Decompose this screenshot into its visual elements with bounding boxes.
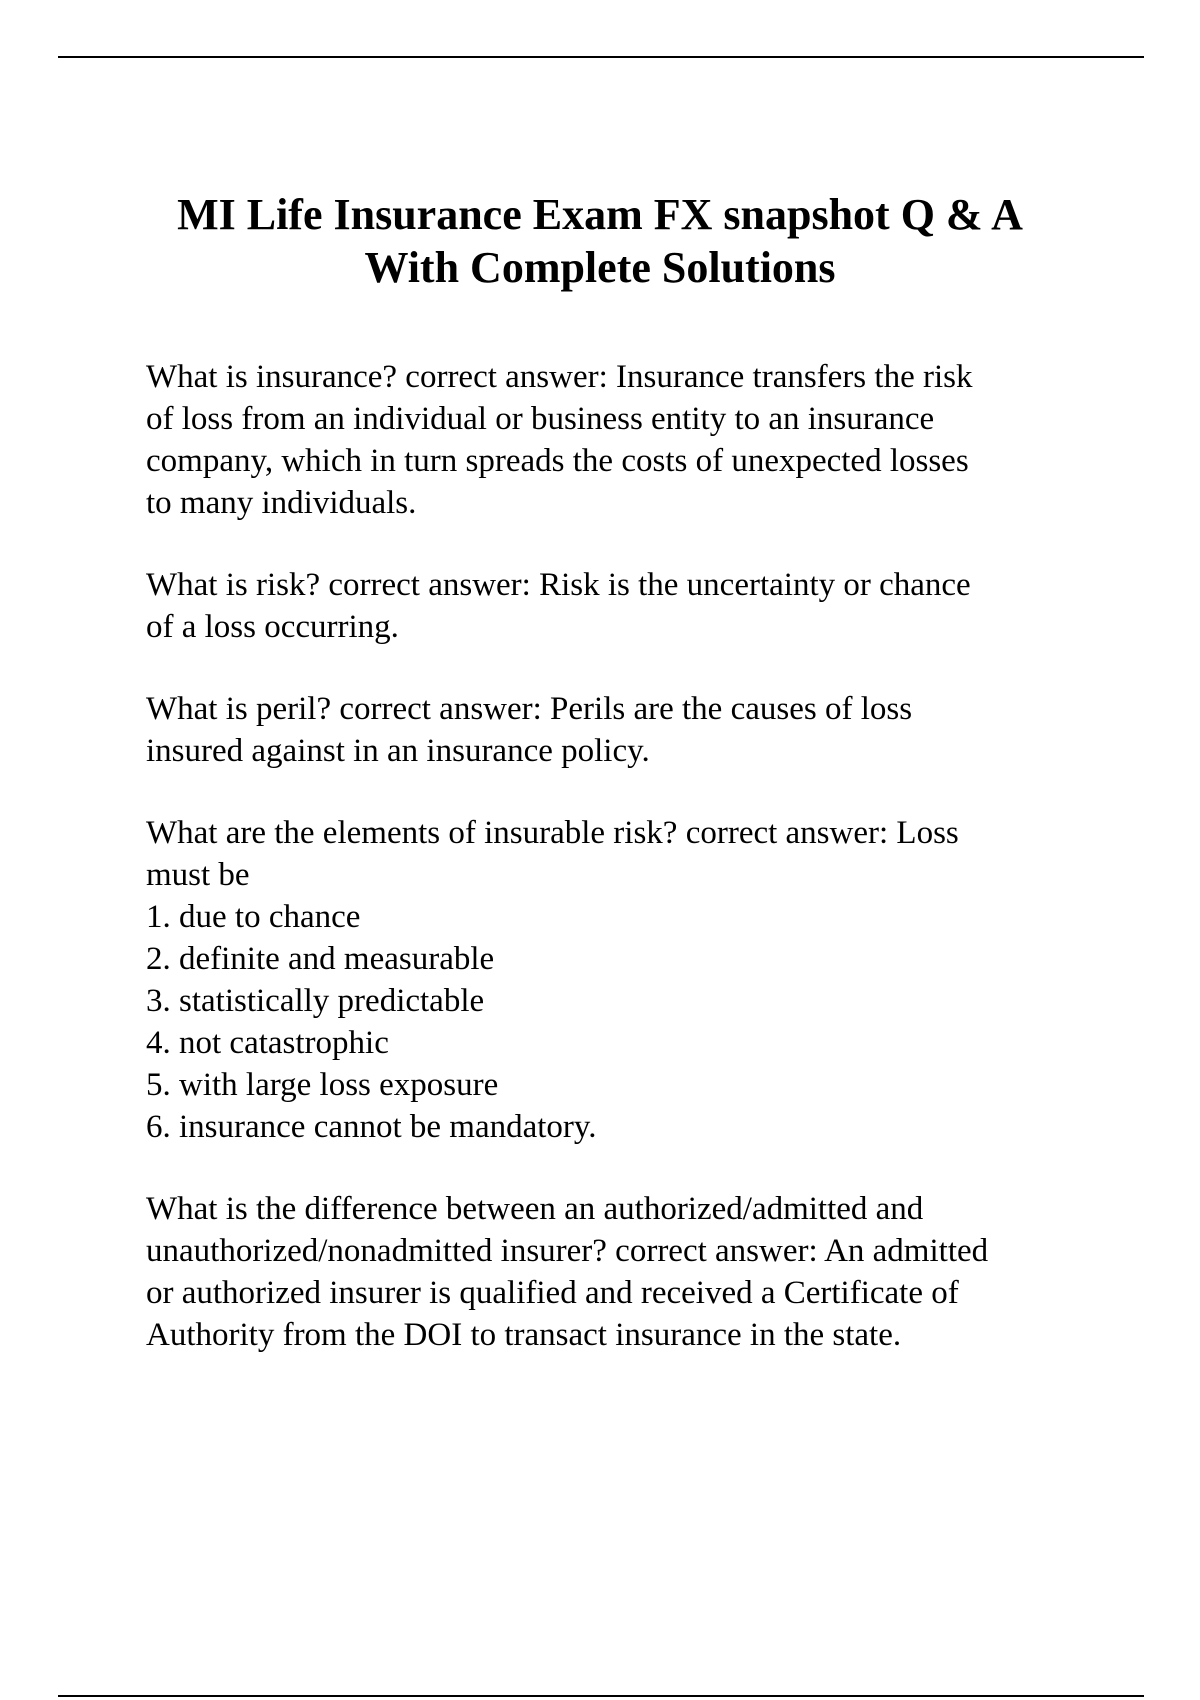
- list-item: 1. due to chance: [146, 899, 361, 935]
- text-line: What is the difference between an authorized/admitted and: [146, 1191, 924, 1227]
- list-item: 2. definite and measurable: [146, 941, 495, 977]
- list-item: 3. statistically predictable: [146, 983, 485, 1019]
- title-line-1: MI Life Insurance Exam FX snapshot Q & A: [177, 190, 1023, 239]
- text-line: What are the elements of insurable risk? correct answer: Loss: [146, 815, 959, 851]
- list-item: 6. insurance cannot be mandatory.: [146, 1109, 597, 1145]
- qa-content: [146, 356, 1136, 1396]
- bottom-divider: [58, 1695, 1144, 1697]
- text-line: of a loss occurring.: [146, 609, 399, 645]
- text-line: Authority from the DOI to transact insurance in the state.: [146, 1317, 902, 1353]
- text-line: of loss from an individual or business entity to an insurance: [146, 401, 935, 437]
- qa-item-peril: [146, 688, 1136, 772]
- title-line-2: With Complete Solutions: [364, 243, 836, 292]
- qa-item-admitted-insurer: [146, 1188, 1136, 1356]
- top-divider: [58, 56, 1144, 58]
- qa-item-insurable-risk: [146, 812, 1136, 1148]
- text-line: What is risk? correct answer: Risk is the uncertainty or chance: [146, 567, 971, 603]
- text-line: or authorized insurer is qualified and received a Certificate of: [146, 1275, 959, 1311]
- list-item: 4. not catastrophic: [146, 1025, 389, 1061]
- text-line: What is peril? correct answer: Perils are the causes of loss: [146, 691, 913, 727]
- text-line: unauthorized/nonadmitted insurer? correct answer: An admitted: [146, 1233, 989, 1269]
- qa-item-risk: [146, 564, 1136, 648]
- text-line: to many individuals.: [146, 485, 417, 521]
- list-item: 5. with large loss exposure: [146, 1067, 499, 1103]
- text-line: insured against in an insurance policy.: [146, 733, 650, 769]
- page-title: [100, 188, 1100, 294]
- text-line: must be: [146, 857, 250, 893]
- text-line: What is insurance? correct answer: Insurance transfers the risk: [146, 359, 973, 395]
- qa-item-insurance: [146, 356, 1136, 524]
- text-line: company, which in turn spreads the costs of unexpected losses: [146, 443, 969, 479]
